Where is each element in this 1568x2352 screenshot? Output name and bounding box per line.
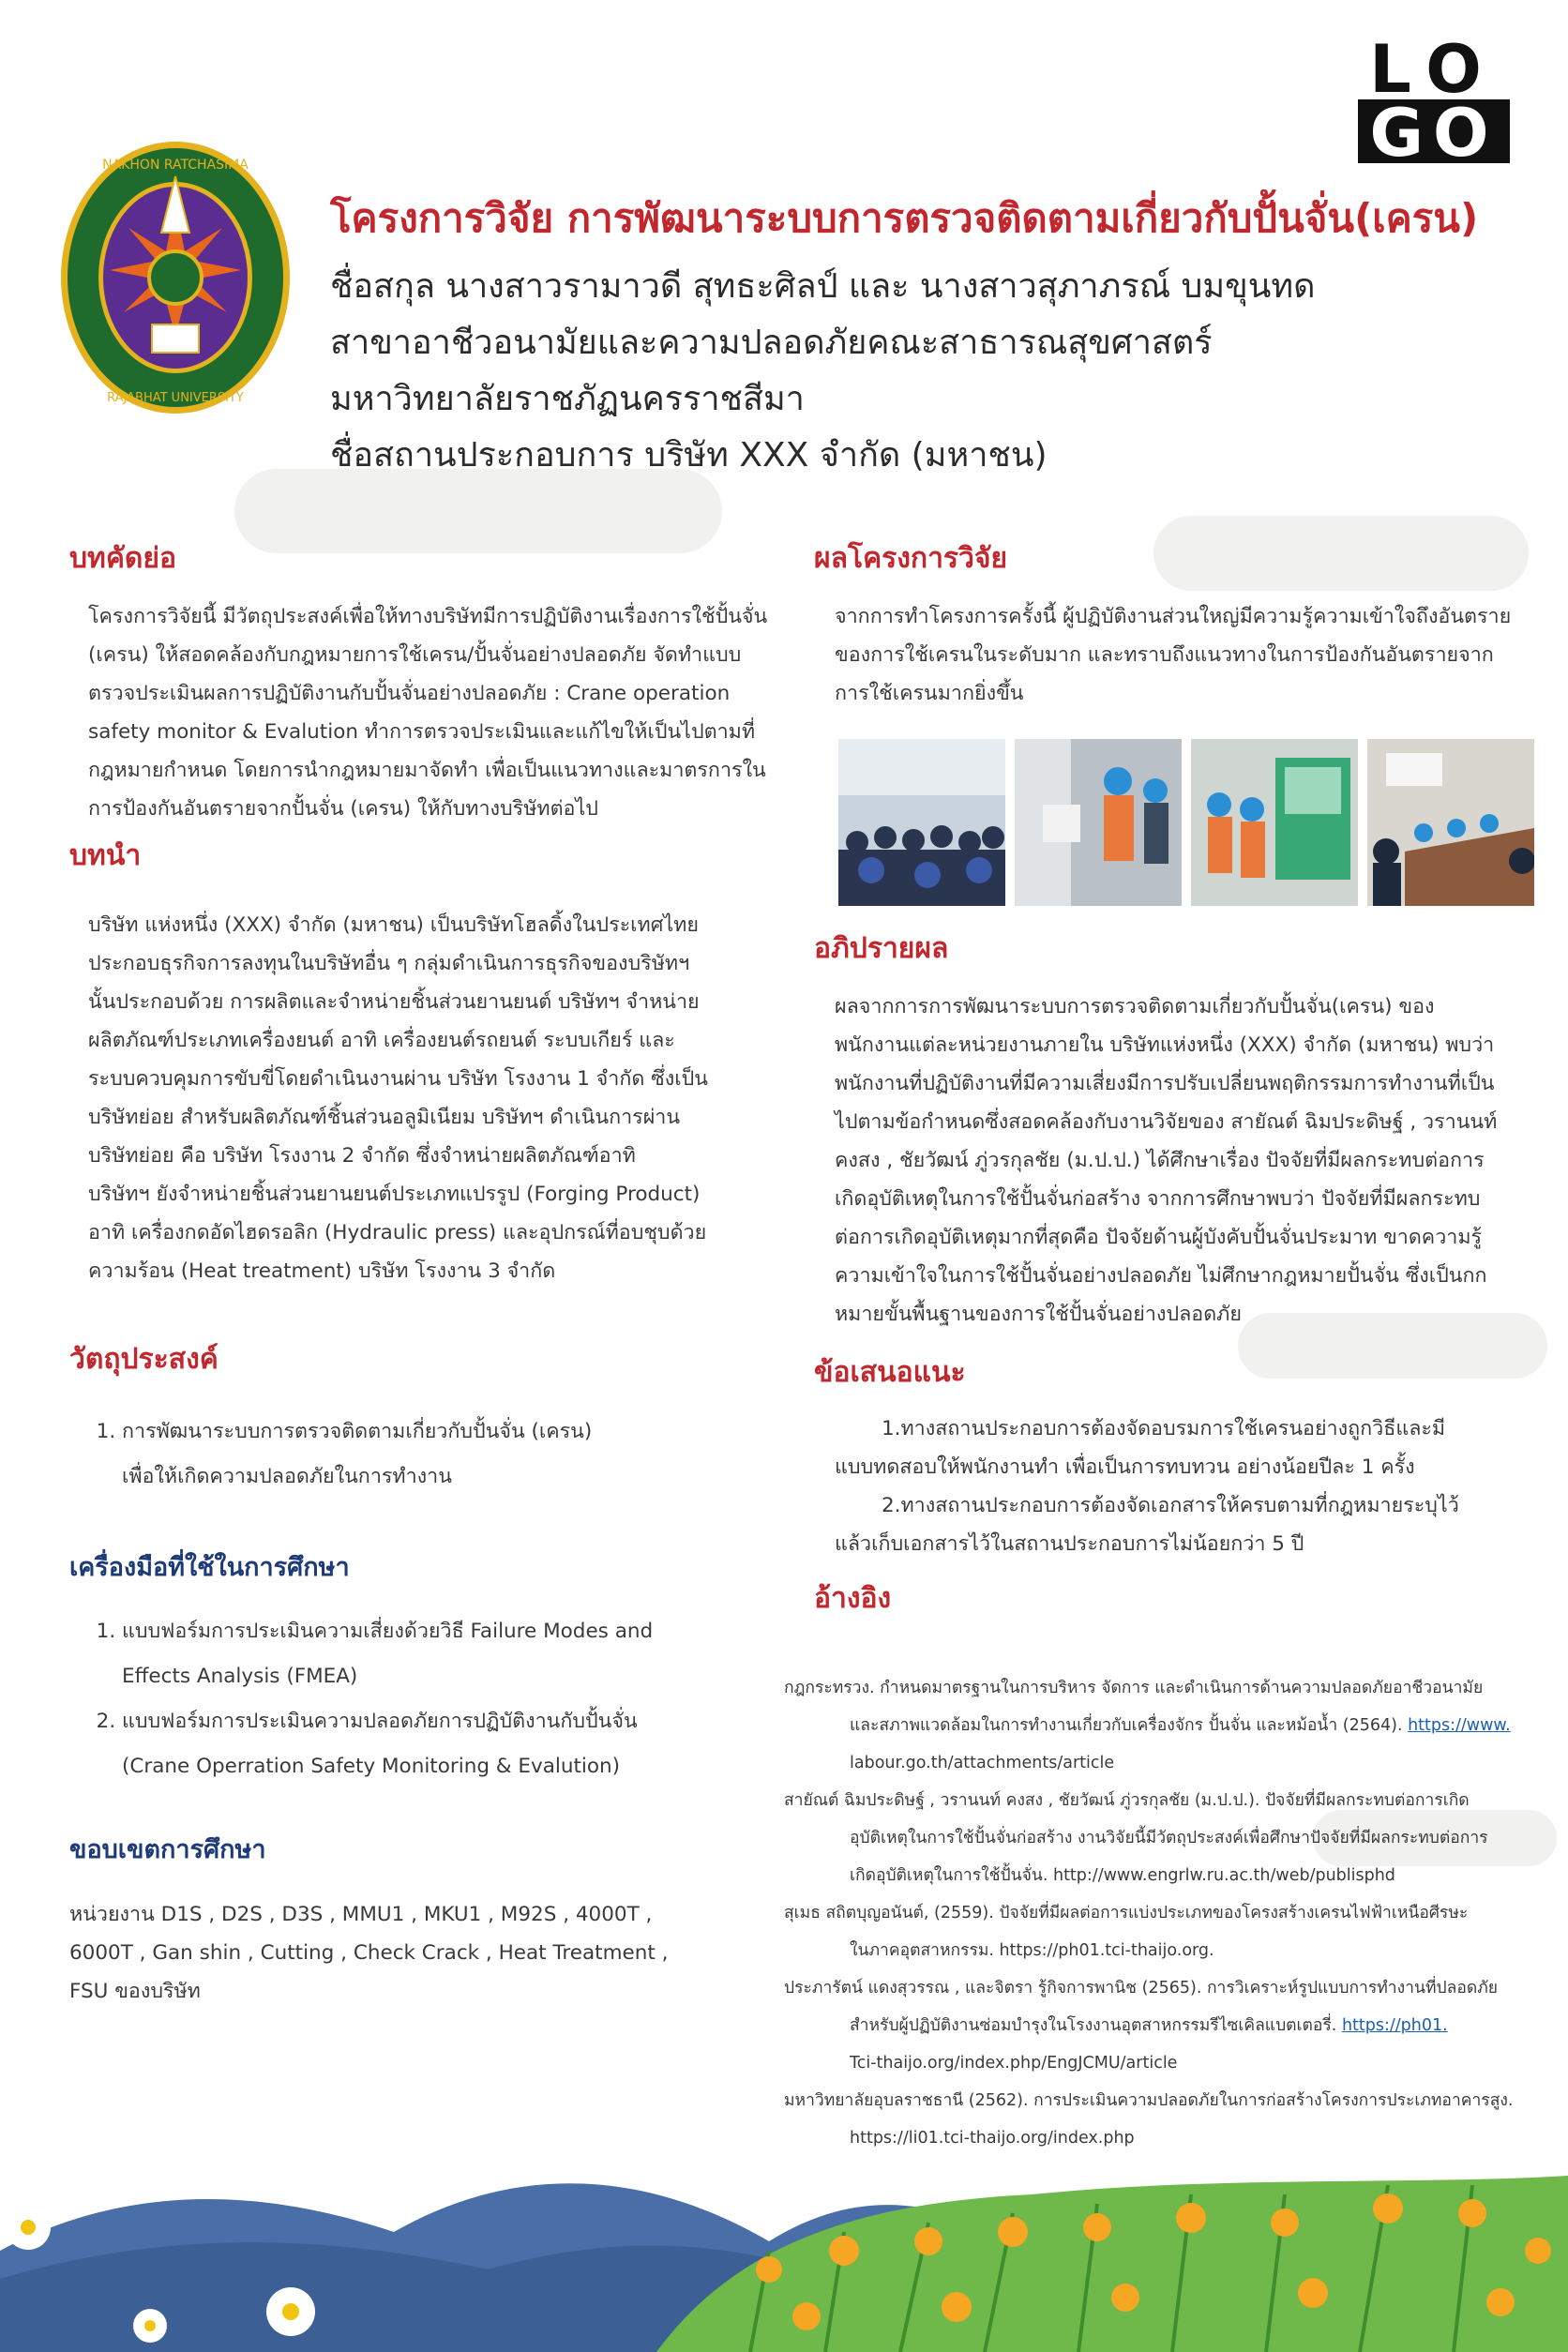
reference-item: กฎกระทรวง. กำหนดมาตรฐานในการบริหาร จัดการ และดำเนินการด้านความปลอดภัยอาชีวอนามัย และสภาพแวดล้อมในการทำงานเกี่ยวกับเครื่องจักร ปั้นจั่น และหม้อน้ำ (2564). https://www. labour.go.th/attachments/article — [784, 1679, 1511, 1772]
department: สาขาอาชีวอนามัยและความปลอดภัยคณะสาธารณสุขศาสตร์ — [330, 324, 1213, 362]
suggestion-line: 2.ทางสถานประกอบการต้องจัดเอกสารให้ครบตามที่กฎหมายระบุไว้ — [882, 1494, 1459, 1517]
discussion-line: เกิดอุบัติเหตุในการใช้ปั้นจั่นก่อสร้าง จากการศึกษาพบว่า ปัจจัยที่มีผลกระทบ — [835, 1187, 1481, 1211]
intro-heading: บทนำ — [69, 839, 142, 872]
tools-heading: เครื่องมือที่ใช้ในการศึกษา — [69, 1553, 350, 1582]
discussion-line: พนักงานแต่ละหน่วยงานภายใน บริษัทแห่งหนึ่ง (XXX) จำกัด (มหาชน) พบว่า — [835, 1033, 1495, 1057]
logo — [1358, 36, 1510, 163]
suggestion-line: แบบทดสอบให้พนักงานทำ เพื่อเป็นการทบทวน อย่างน้อยปีละ 1 ครั้ง — [835, 1455, 1415, 1479]
intro-line: บริษัทฯ ยังจำหน่ายชิ้นส่วนยานยนต์ประเภทแปรรูป (Forging Product) — [88, 1183, 701, 1206]
intro-line: ผลิตภัณฑ์ประเภทเครื่องยนต์ อาทิ เครื่องยนต์รถยนต์ ระบบเกียร์ และ — [88, 1029, 675, 1052]
intro-line: ประกอบธุรกิจการลงทุนในบริษัทอื่น ๆ กลุ่มดำเนินการธุรกิจของบริษัทฯ — [88, 952, 690, 975]
university-seal — [58, 139, 293, 416]
discussion-line: หมายขั้นพื้นฐานของการใช้ปั้นจั่นอย่างปลอดภัย — [835, 1303, 1242, 1326]
results-line: การใช้เครนมากยิ่งขึ้น — [835, 682, 1024, 705]
intro-line: อาทิ เครื่องกดอัดไฮดรอลิก (Hydraulic press) และอุปกรณ์ที่อบชุบด้วย — [88, 1221, 707, 1244]
authors: ชื่อสกุล นางสาวรามาวดี สุทธะศิลป์ และ นางสาวสุภาภรณ์ บมขุนทด — [330, 267, 1316, 306]
suggestion-heading: ข้อเสนอแนะ — [814, 1356, 966, 1389]
crane-inspection-photo — [1015, 739, 1182, 906]
company-name: ชื่อสถานประกอบการ บริษัท XXX จำกัด (มหาชน) — [330, 436, 1048, 475]
results-line: ของการใช้เครนในระดับมาก และทราบถึงแนวทางในการป้องกันอันตรายจาก — [835, 643, 1494, 667]
poster-header — [330, 188, 1530, 484]
abstract-line: ตรวจประเมินผลการปฏิบัติงานกับปั้นจั่นอย่างปลอดภัย : Crane operation — [88, 682, 731, 705]
right-column — [808, 536, 1549, 1621]
tool-item: 2. แบบฟอร์มการประเมินความปลอดภัยการปฏิบัติงานกับปั้นจั่น (Crane Operration Safety Monitoring & Evalution) — [122, 1699, 801, 1789]
reference-item: มหาวิทยาลัยอุบลราชธานี (2562). การประเมินความปลอดภัยในการก่อสร้างโครงการประเภทอาคารสูง. https://li01.tci-thaijo.org/index.php — [784, 2091, 1514, 2148]
intro-line: บริษัทย่อย สำหรับผลิตภัณฑ์ชิ้นส่วนอลูมิเนียม บริษัทฯ ดำเนินการผ่าน — [88, 1106, 681, 1129]
abstract-heading: บทคัดย่อ — [69, 542, 176, 575]
discussion-line: ต่อการเกิดอุบัติเหตุมากที่สุดคือ ปัจจัยด้านผู้บังคับปั้นจั่นประมาท ขาดความรู้ — [835, 1226, 1483, 1249]
tools-list — [69, 1609, 801, 1789]
objective-item: 1. การพัฒนาระบบการตรวจติดตามเกี่ยวกับปั้นจั่น (เครน) เพื่อให้เกิดความปลอดภัยในการทำงาน — [122, 1410, 801, 1500]
reference-item: ประภารัตน์ แดงสุวรรณ , และจิตรา รู้กิจการพานิช (2565). การวิเคราะห์รูปแบบการทำงานที่ปลอดภัย สำหรับผู้ปฏิบัติงานซ่อมบำรุงในโรงงานอุตสาหกรรมรีไซเคิลแบตเตอรี่. https://ph01. Tci-thaijo.org/index.php/EngJCMU/article — [784, 1979, 1498, 2073]
intro-line: นั้นประกอบด้วย การผลิตและจำหน่ายชิ้นส่วนยานยนต์ บริษัทฯ จำหน่าย — [88, 990, 700, 1014]
abstract-line: (เครน) ให้สอดคล้องกับกฎหมายการใช้เครน/ปั้นจั่นอย่างปลอดภัย จัดทำแบบ — [88, 643, 742, 667]
references-heading: อ้างอิง — [814, 1582, 892, 1615]
project-title: โครงการวิจัย การพัฒนาระบบการตรวจติดตามเกี่ยวกับปั้นจั่น(เครน) — [330, 195, 1479, 241]
logo-text-top: LO — [1369, 36, 1499, 108]
results-photos — [808, 739, 1549, 906]
suggestion-body — [808, 1410, 1549, 1563]
intro-line: ความร้อน (Heat treatment) บริษัท โรงงาน 3 จำกัด — [88, 1259, 556, 1283]
svg-text:RAJABHAT UNIVERSITY: RAJABHAT UNIVERSITY — [107, 391, 244, 405]
intro-body — [69, 906, 801, 1290]
intro-line: ระบบควบคุมการขับขี่โดยดำเนินงานผ่าน บริษัท โรงงาน 1 จำกัด ซึ่งเป็น — [88, 1067, 708, 1091]
footer-landscape — [0, 2138, 1568, 2352]
left-column — [69, 536, 801, 2011]
scope-body — [69, 1895, 801, 2011]
svg-text:NAKHON RATCHASIMA: NAKHON RATCHASIMA — [102, 158, 249, 173]
abstract-body — [69, 597, 801, 828]
discussion-line: พนักงานที่ปฏิบัติงานที่มีความเสี่ยงมีการปรับเปลี่ยนพฤติกรรมการทำงานที่เป็น — [835, 1072, 1495, 1095]
results-heading: ผลโครงการวิจัย — [814, 542, 1008, 575]
meeting-table-photo — [1367, 739, 1534, 906]
abstract-line: การป้องกันอันตรายจากปั้นจั่น (เครน) ให้กับทางบริษัทต่อไป — [88, 797, 598, 821]
scope-line: 6000T , Gan shin , Cutting , Check Crack , Heat Treatment , — [69, 1941, 669, 1965]
abstract-line: safety monitor & Evalution ทำการตรวจประเมินและแก้ไขให้เป็นไปตามที่ — [88, 720, 756, 744]
reference-item: สุเมธ สถิตบุญอนันต์, (2559). ปัจจัยที่มีผลต่อการแบ่งประเภทของโครงสร้างเครนไฟฟ้าเหนือศีรษะ ในภาคอุตสาหกรรม. https://ph01.tci-thaijo.org. — [784, 1904, 1469, 1960]
scope-line: หน่วยงาน D1S , D2S , D3S , MMU1 , MKU1 , M92S , 4000T , — [69, 1903, 653, 1926]
results-body — [808, 597, 1549, 713]
reference-link[interactable]: https://www. — [1408, 1716, 1511, 1735]
training-room-photo — [838, 739, 1005, 906]
references-body — [784, 1669, 1562, 2157]
university-name: มหาวิทยาลัยราชภัฏนครราชสีมา — [330, 380, 805, 418]
reference-item: สายัณต์ ฉิมประดิษฐ์ , วรานนท์ คงสง , ชัยวัฒน์ ภู่วรกุลชัย (ม.ป.ป.). ปัจจัยที่มีผลกระทบต่อการเกิด อุบัติเหตุในการใช้ปั้นจั่นก่อสร้าง งานวิจัยนี้มีวัตถุประสงค์เพื่อศึกษาปัจจัยที่มีผลกระทบต่อการ เกิดอุบัติเหตุในการใช้ปั้นจั่น. http://www.engrlw.ru.ac.th/web/publisphd — [784, 1791, 1488, 1885]
results-line: จากการทำโครงการครั้งนี้ ผู้ปฏิบัติงานส่วนใหญ่มีความรู้ความเข้าใจถึงอันตราย — [835, 605, 1512, 628]
abstract-line: โครงการวิจัยนี้ มีวัตถุประสงค์เพื่อให้ทางบริษัทมีการปฏิบัติงานเรื่องการใช้ปั้นจั่น — [88, 605, 768, 628]
objective-heading: วัตถุประสงค์ — [69, 1343, 219, 1376]
scope-heading: ขอบเขตการศึกษา — [69, 1835, 266, 1864]
logo-text-bottom: GO — [1369, 95, 1499, 163]
suggestion-line: แล้วเก็บเอกสารไว้ในสถานประกอบการไม่น้อยกว่า 5 ปี — [835, 1532, 1304, 1556]
suggestion-line: 1.ทางสถานประกอบการต้องจัดอบรมการใช้เครนอย่างถูกวิธีและมี — [882, 1417, 1446, 1440]
reference-link[interactable]: https://ph01. — [1341, 2016, 1448, 2035]
intro-line: บริษัท แห่งหนึ่ง (XXX) จำกัด (มหาชน) เป็นบริษัทโฮลดิ้งในประเทศไทย — [88, 913, 699, 937]
discussion-line: ผลจากการการพัฒนาระบบการตรวจติดตามเกี่ยวกับปั้นจั่น(เครน) ของ — [835, 995, 1435, 1018]
tool-item: 1. แบบฟอร์มการประเมินความเสี่ยงด้วยวิธี Failure Modes and Effects Analysis (FMEA) — [122, 1609, 801, 1699]
abstract-line: กฎหมายกำหนด โดยการนำกฎหมายมาจัดทำ เพื่อเป็นแนวทางและมาตรการใน — [88, 759, 766, 782]
discussion-heading: อภิปรายผล — [814, 932, 949, 965]
intro-line: บริษัทย่อย คือ บริษัท โรงงาน 2 จำกัด ซึ่งจำหน่ายผลิตภัณฑ์อาทิ — [88, 1144, 636, 1168]
discussion-line: คงสง , ชัยวัฒน์ ภู่วรกุลชัย (ม.ป.ป.) ได้ศึกษาเรื่อง ปัจจัยที่มีผลกระทบต่อการ — [835, 1149, 1485, 1172]
discussion-line: ไปตามข้อกำหนดซึ่งสอดคล้องกับงานวิจัยของ สายัณต์ ฉิมประดิษฐ์ , วรานนท์ — [835, 1110, 1498, 1134]
objective-list — [69, 1410, 801, 1500]
forklift-area-photo — [1191, 739, 1358, 906]
discussion-body — [808, 988, 1549, 1334]
scope-line: FSU ของบริษัท — [69, 1980, 201, 2003]
discussion-line: ความเข้าใจในการใช้ปั้นจั่นอย่างปลอดภัย ไม่ศึกษากฎหมายปั้นจั่น ซึ่งเป็นกก — [835, 1264, 1487, 1288]
